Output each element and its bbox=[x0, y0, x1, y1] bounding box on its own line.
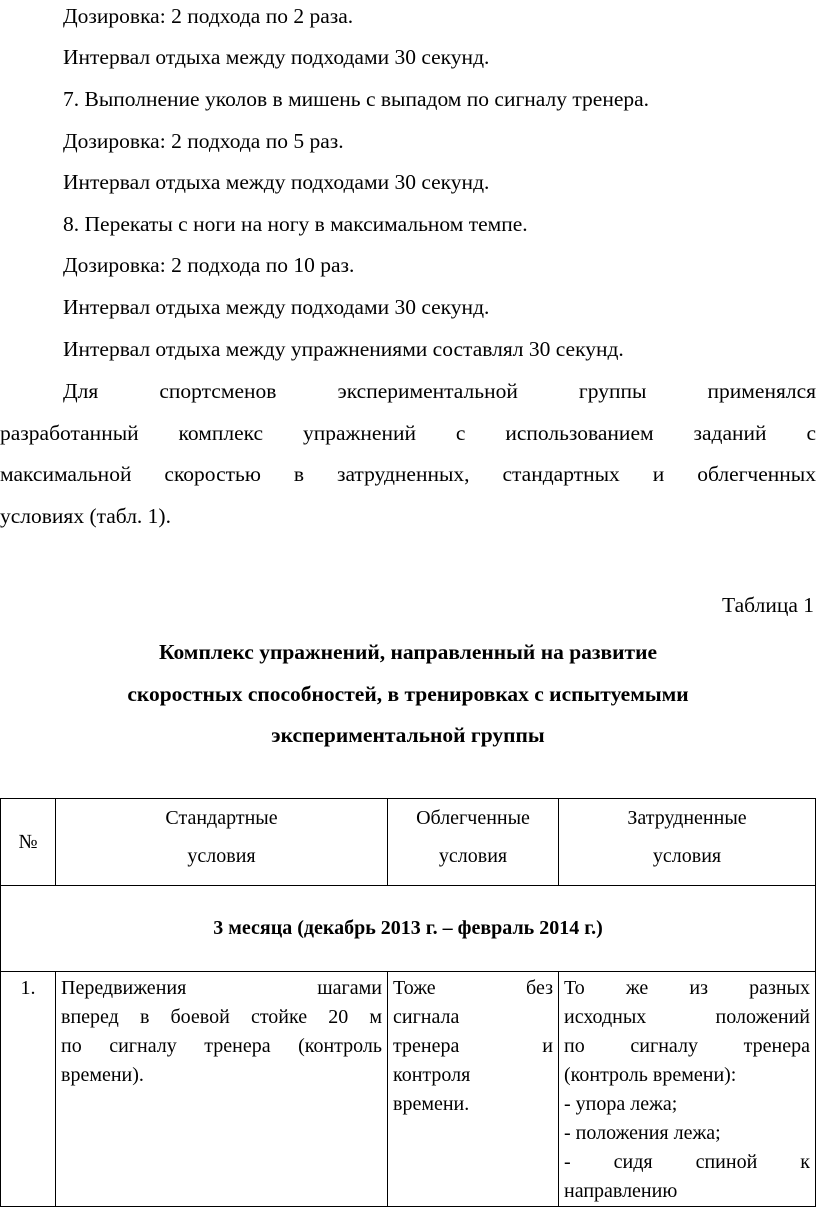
paragraph-line: максимальной скоростью в затрудненных, стандартных и облегченных bbox=[0, 462, 816, 486]
cell-line: тренера и bbox=[393, 1035, 553, 1057]
header-standard bbox=[56, 799, 388, 886]
table-header-row bbox=[1, 799, 816, 886]
table-title bbox=[0, 632, 816, 757]
header-text: условия bbox=[438, 845, 508, 867]
text-line: 7. Выполнение уколов в мишень с выпадом по сигналу тренера. bbox=[63, 87, 650, 111]
table-label: Таблица 1 bbox=[722, 593, 814, 617]
period-row bbox=[1, 886, 816, 972]
period-label: 3 месяца (декабрь 2013 г. – февраль 2014 г.) bbox=[1, 886, 816, 972]
text-line: 8. Перекаты с ноги на ногу в максимальном темпе. bbox=[63, 212, 528, 236]
cell-line: направлению bbox=[564, 1180, 678, 1202]
cell-standard bbox=[56, 972, 388, 1207]
cell-line: - положения лежа; bbox=[564, 1122, 721, 1144]
table-row bbox=[1, 972, 816, 1207]
cell-line: времени). bbox=[61, 1064, 144, 1086]
cell-line: сигнала bbox=[393, 1006, 460, 1028]
exercise-table bbox=[0, 798, 816, 1207]
table-title-line: скоростных способностей, в тренировках с испытуемыми bbox=[127, 681, 689, 706]
cell-line: вперед в боевой стойке 20 м bbox=[61, 1006, 382, 1028]
text-line: Дозировка: 2 подхода по 2 раза. bbox=[63, 4, 354, 28]
cell-line: по сигналу тренера bbox=[564, 1035, 810, 1057]
body-paragraph bbox=[0, 371, 816, 537]
text-line: Интервал отдыха между упражнениями составлял 30 секунд. bbox=[63, 337, 624, 361]
paragraph-line: Для спортсменов экспериментальной группы применялся bbox=[63, 379, 816, 403]
text-line: Интервал отдыха между подходами 30 секунд. bbox=[63, 170, 490, 194]
cell-line: по сигналу тренера (контроль bbox=[61, 1035, 382, 1057]
header-text: Стандартные bbox=[165, 807, 278, 829]
cell-line: То же из разных bbox=[564, 977, 810, 999]
header-text: условия bbox=[187, 845, 256, 867]
header-text: Затрудненные bbox=[627, 807, 747, 829]
paragraph-line: разработанный комплекс упражнений с использованием заданий с bbox=[0, 420, 816, 445]
table-title-line: экспериментальной группы bbox=[271, 723, 545, 747]
text-line: Интервал отдыха между подходами 30 секунд. bbox=[63, 45, 490, 69]
header-light bbox=[388, 799, 559, 886]
text-line: Дозировка: 2 подхода по 5 раз. bbox=[63, 129, 344, 153]
row-number: 1. bbox=[1, 972, 56, 1207]
text-line: Дозировка: 2 подхода по 10 раз. bbox=[63, 253, 355, 277]
cell-hard bbox=[559, 972, 816, 1207]
header-text: условия bbox=[652, 845, 722, 867]
cell-line: времени. bbox=[393, 1093, 470, 1115]
text-line: Интервал отдыха между подходами 30 секунд. bbox=[63, 295, 490, 319]
cell-line: контроля bbox=[393, 1064, 471, 1086]
cell-line: Передвижения шагами bbox=[61, 977, 382, 999]
cell-line: - упора лежа; bbox=[564, 1093, 678, 1115]
header-num: № bbox=[1, 799, 56, 886]
header-hard bbox=[559, 799, 816, 886]
cell-light bbox=[388, 972, 559, 1207]
cell-line: исходных положений bbox=[564, 1006, 810, 1028]
paragraph-line: условиях (табл. 1). bbox=[0, 503, 171, 528]
cell-line: (контроль времени): bbox=[564, 1064, 737, 1086]
cell-line: Тоже без bbox=[393, 977, 553, 999]
table-title-line: Комплекс упражнений, направленный на развитие bbox=[158, 640, 658, 664]
cell-line: - сидя спиной к bbox=[564, 1151, 810, 1173]
header-text: Облегченные bbox=[416, 807, 530, 829]
